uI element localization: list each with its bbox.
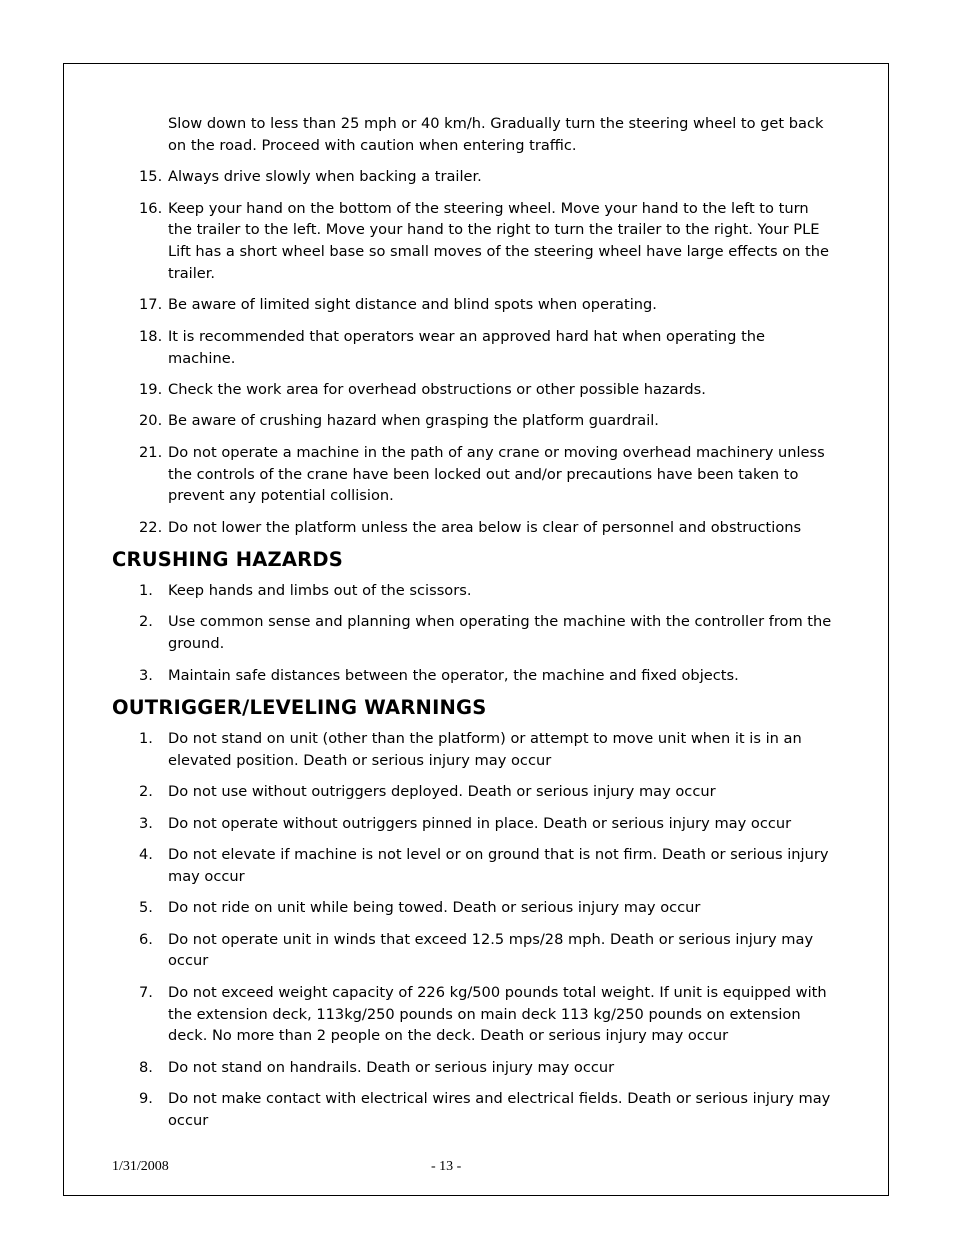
item-number: 15. xyxy=(139,168,163,186)
item-text: Do not operate a machine in the path of any crane or moving overhead machinery unless the controls of the crane have been locked out and/or precautions have been taken to prevent any potential collision. xyxy=(168,443,825,505)
item-number: 5. xyxy=(139,899,153,917)
general-list xyxy=(112,166,836,538)
list-item xyxy=(112,442,836,507)
item-text: Do not use without outriggers deployed. Death or serious injury may occur xyxy=(168,783,716,801)
item-number: 1. xyxy=(139,730,153,748)
item-number: 21. xyxy=(139,443,163,461)
item-text: Do not ride on unit while being towed. Death or serious injury may occur xyxy=(168,899,701,917)
item-number: 1. xyxy=(139,582,153,600)
list-item xyxy=(112,813,836,835)
item-text: Do not operate unit in winds that exceed 12.5 mps/28 mph. Death or serious injury may occur xyxy=(168,930,814,970)
outrigger-list xyxy=(112,728,836,1132)
item-text: Maintain safe distances between the operator, the machine and fixed objects. xyxy=(168,666,739,684)
item-number: 9. xyxy=(139,1090,153,1108)
list-item xyxy=(112,611,836,655)
list-item xyxy=(112,665,836,687)
list-item xyxy=(112,294,836,316)
item-text: Be aware of crushing hazard when grasping the platform guardrail. xyxy=(168,412,659,430)
item-text: Use common sense and planning when operating the machine with the controller from the ground. xyxy=(168,613,832,653)
item-number: 4. xyxy=(139,846,153,864)
list-item xyxy=(112,580,836,602)
item-number: 3. xyxy=(139,814,153,832)
item-text: Do not make contact with electrical wires and electrical fields. Death or serious injury may occur xyxy=(168,1090,831,1129)
outrigger-warnings-heading: OUTRIGGER/LEVELING WARNINGS xyxy=(112,696,487,720)
item-text: Keep hands and limbs out of the scissors. xyxy=(168,582,472,600)
list-item xyxy=(112,1057,836,1079)
list-item xyxy=(112,166,836,188)
crushing-hazards-heading: CRUSHING HAZARDS xyxy=(112,548,343,572)
list-item xyxy=(112,1088,836,1132)
item-text: Check the work area for overhead obstructions or other possible hazards. xyxy=(168,380,706,398)
item-text: Do not elevate if machine is not level or on ground that is not firm. Death or serious injury may occur xyxy=(168,846,829,885)
continued-paragraph: Slow down to less than 25 mph or 40 km/h. Gradually turn the steering wheel to get back on the road. Proceed with caution when entering traffic. xyxy=(168,115,824,154)
item-text: Keep your hand on the bottom of the steering wheel. Move your hand to the left to turn the trailer to the left. Move your hand to the right to turn the trailer to the right. Your PLE Lift has a short wheel base so small moves of the steering wheel have large effects on the trailer. xyxy=(168,199,829,282)
item-text: Do not lower the platform unless the area below is clear of personnel and obstructions xyxy=(168,518,802,536)
item-number: 7. xyxy=(139,983,153,1001)
item-number: 2. xyxy=(139,613,153,631)
list-item xyxy=(112,844,836,888)
item-text: Be aware of limited sight distance and blind spots when operating. xyxy=(168,296,657,314)
item-number: 17. xyxy=(139,296,163,314)
list-item xyxy=(112,410,836,432)
list-item xyxy=(112,781,836,803)
item-number: 2. xyxy=(139,783,153,801)
item-number: 6. xyxy=(139,930,153,948)
item-text: Do not operate without outriggers pinned in place. Death or serious injury may occur xyxy=(168,814,792,832)
item-number: 19. xyxy=(139,380,163,398)
page-content xyxy=(112,113,836,1141)
item-number: 8. xyxy=(139,1058,153,1076)
item-text: Always drive slowly when backing a trailer. xyxy=(168,168,482,186)
item-number: 22. xyxy=(139,518,163,536)
item-number: 16. xyxy=(139,199,163,217)
item-text: Do not stand on handrails. Death or serious injury may occur xyxy=(168,1058,615,1076)
item-number: 20. xyxy=(139,412,163,430)
list-item xyxy=(112,897,836,919)
list-item xyxy=(112,326,836,370)
item-number: 18. xyxy=(139,327,163,345)
page-number: - 13 - xyxy=(431,1159,462,1174)
list-item xyxy=(112,198,836,285)
item-text: Do not exceed weight capacity of 226 kg/500 pounds total weight. If unit is equipped with the extension deck, 113kg/250 pounds on main deck 113 kg/250 pounds on extension deck. No more than 2 people on the deck. Death or serious injury may occur xyxy=(168,983,827,1045)
list-item xyxy=(112,982,836,1047)
item-text: Do not stand on unit (other than the platform) or attempt to move unit when it is in an elevated position. Death or serious injury may occur xyxy=(168,730,802,769)
crushing-list xyxy=(112,580,836,686)
list-item xyxy=(112,517,836,539)
list-item xyxy=(112,728,836,772)
footer-date: 1/31/2008 xyxy=(112,1159,169,1174)
list-item xyxy=(112,929,836,973)
item-number: 3. xyxy=(139,666,153,684)
item-text: It is recommended that operators wear an approved hard hat when operating the machine. xyxy=(168,327,766,367)
list-item xyxy=(112,379,836,401)
